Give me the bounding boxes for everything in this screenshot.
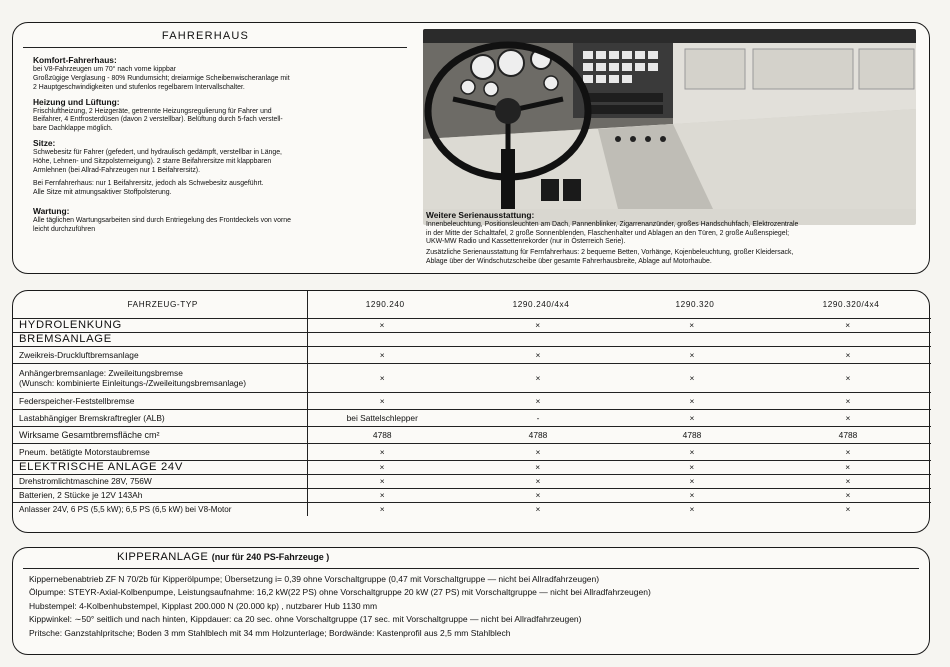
cell-value: × bbox=[619, 392, 765, 409]
row-label-line: Anhängerbremsanlage: Zweileitungsbremse bbox=[19, 367, 183, 378]
cab-heading-comfort: Komfort-Fahrerhaus: bbox=[33, 55, 117, 65]
row-label: Zweikreis-Druckluftbremsanlage bbox=[13, 346, 307, 363]
cell-value: × bbox=[619, 363, 765, 392]
cab-text-line: Bei Fernfahrerhaus: nur 1 Beifahrersitz, jedoch als Schwebesitz ausgeführt. bbox=[33, 179, 264, 187]
row-label: Drehstromlichtmaschine 28V, 756W bbox=[13, 474, 307, 488]
row-label: Wirksame Gesamtbremsfläche cm² bbox=[13, 426, 307, 443]
cell-value: 4788 bbox=[619, 426, 765, 443]
cell-value: 4788 bbox=[457, 426, 619, 443]
cab-text-line: Beifahrer, 4 Entfrosterdüsen (davon 2 verstellbar). Belüftung durch 5-fach verstell- bbox=[33, 116, 283, 124]
cab-text-line: 2 Hauptgeschwindigkeiten und stufenlos regelbarem Intervallschalter. bbox=[33, 83, 245, 91]
table-row bbox=[13, 392, 931, 409]
cell-value: × bbox=[307, 460, 457, 474]
cab-text-line: Höhe, Lehnen- und Sitzpolsterneigung). 2 starre Beifahrersitze mit klappbaren bbox=[33, 158, 272, 166]
cab-text-line: Armlehnen (bei Allrad-Fahrzeugen nur 1 Beifahrersitz). bbox=[33, 166, 200, 174]
table-row bbox=[13, 409, 931, 426]
cell-value: × bbox=[619, 474, 765, 488]
cab-right-column bbox=[426, 211, 926, 267]
cell-value: × bbox=[765, 460, 931, 474]
cab-text-line: Alle Sitze mit atmungsaktiver Stoffpolsterung. bbox=[33, 188, 172, 196]
cell-value: × bbox=[457, 392, 619, 409]
cab-text-line: Ablage über der Windschutzscheibe über gesamte Fahrerhausbreite, Ablage auf Motorhaube. bbox=[426, 257, 712, 265]
cab-text-line: Zusätzliche Serienausstattung für Fernfahrerhaus: 2 bequeme Betten, Vorhänge, Kojenbeleuchtung, großer Kleidersack, bbox=[426, 249, 794, 257]
tipper-lines bbox=[29, 573, 919, 640]
cell-value: × bbox=[765, 363, 931, 392]
tipper-subtitle: (nur für 240 PS-Fahrzeuge ) bbox=[211, 552, 330, 562]
cell-value bbox=[457, 332, 619, 346]
column-header-type: FAHRZEUG-TYP bbox=[13, 291, 307, 318]
cab-text-line: bei V8-Fahrzeugen um 70° nach vorne kippbar bbox=[33, 65, 176, 73]
cab-text-line: leicht durchzuführen bbox=[33, 225, 96, 233]
cell-value: × bbox=[619, 409, 765, 426]
cell-value: - bbox=[457, 409, 619, 426]
cell-value: × bbox=[845, 504, 851, 515]
tipper-heading bbox=[117, 551, 329, 563]
tipper-line: Hubstempel: 4-Kolbenhubstempel, Kipplast 200.000 N (20.000 kp) , nutzbarer Hub 1130 mm bbox=[29, 600, 378, 611]
cell-value: 4788 bbox=[765, 426, 931, 443]
cell-value: × bbox=[457, 318, 619, 332]
dashboard-illustration bbox=[423, 29, 916, 209]
cell-value: × bbox=[457, 488, 619, 502]
cell-value: × bbox=[457, 363, 619, 392]
tipper-title: KIPPERANLAGE bbox=[117, 551, 209, 563]
column-header: 1290.320 bbox=[619, 291, 765, 318]
tipper-line: Kippernebenabtrieb ZF N 70/2b für Kipperölpumpe; Übersetzung i= 0,39 ohne Vorschaltgruppe (0,47 mit Vorschaltgruppe — nicht bei Allradfahrzeugen) bbox=[29, 574, 600, 584]
cell-value: 4788 bbox=[307, 426, 457, 443]
cell-value: × bbox=[307, 318, 457, 332]
cab-panel bbox=[12, 22, 930, 274]
tipper-line: Pritsche: Ganzstahlpritsche; Boden 3 mm Stahlblech mit 34 mm Holzunterlage; Bordwände: Kastenprofil aus 2,5 mm Stahlblech bbox=[29, 627, 511, 638]
cab-title-rule bbox=[23, 47, 407, 48]
cab-text-line: in der Mitte der Schalttafel, 2 große Sonnenblenden, Flaschenhalter und Ablagen an den Türen, 2 große Außenspiegel; bbox=[426, 229, 790, 237]
cell-value bbox=[307, 332, 457, 346]
cell-value: × bbox=[535, 504, 541, 515]
cab-text-line: Alle täglichen Wartungsarbeiten sind durch Entriegelung des Frontdeckels von vorne bbox=[33, 216, 291, 224]
cell-value: × bbox=[619, 346, 765, 363]
table-row-section bbox=[13, 318, 931, 332]
cab-heading-heating: Heizung und Lüftung: bbox=[33, 96, 120, 107]
row-label: ELEKTRISCHE ANLAGE 24V bbox=[13, 460, 307, 474]
cab-text-line: Innenbeleuchtung, Positionsleuchten am Dach, Pannenblinker, Zigarrenanzünder, großes Handschuhfach, Elektrozentrale bbox=[426, 220, 799, 228]
cell-value: × bbox=[457, 443, 619, 460]
cell-value: × bbox=[379, 504, 385, 515]
row-label: Lastabhängiger Bremskraftregler (ALB) bbox=[13, 409, 307, 426]
cell-value: × bbox=[307, 363, 457, 392]
table-row-section bbox=[13, 460, 931, 474]
cell-value: × bbox=[619, 460, 765, 474]
row-label: Anlasser 24V, 6 PS (5,5 kW); 6,5 PS (6,5 kW) bei V8-Motor bbox=[13, 502, 307, 516]
cell-value: × bbox=[765, 318, 931, 332]
column-header: 1290.240 bbox=[307, 291, 457, 318]
cell-value: × bbox=[619, 318, 765, 332]
cab-interior-photo bbox=[423, 29, 916, 225]
tipper-line: Ölpumpe: STEYR-Axial-Kolbenpumpe, Leistungsaufnahme: 16,2 kW(22 PS) ohne Vorschaltgruppe 20 kW (27 PS) mit Vorschaltgruppe — nicht bei Allradfahrzeugen) bbox=[29, 587, 651, 598]
table-row bbox=[13, 488, 931, 502]
cab-heading-seats: Sitze: bbox=[33, 138, 56, 149]
cab-heading-maintenance: Wartung: bbox=[33, 205, 70, 216]
cell-value bbox=[619, 332, 765, 346]
row-label: Federspeicher-Feststellbremse bbox=[13, 392, 307, 409]
cell-value: × bbox=[765, 346, 931, 363]
cell-value: × bbox=[307, 474, 457, 488]
tipper-line: Kippwinkel: ∼50° seitlich und nach hinten, Kippdauer: ca 20 sec. ohne Vorschaltgruppe (17 sec. mit Vorschaltgruppe — nicht bei Allradfahrzeugen) bbox=[29, 614, 582, 625]
cell-value: × bbox=[619, 488, 765, 502]
row-label: HYDROLENKUNG bbox=[13, 318, 307, 332]
table-row bbox=[13, 426, 931, 443]
cell-value: × bbox=[307, 443, 457, 460]
cell-value: × bbox=[765, 409, 931, 426]
table-row bbox=[13, 363, 931, 392]
table-row bbox=[13, 474, 931, 488]
cab-text-line: Frischluftheizung, 2 Heizgeräte, getrennte Heizungsregulierung für Fahrer und bbox=[33, 107, 272, 115]
row-label: BREMSANLAGE bbox=[13, 332, 307, 346]
row-label bbox=[13, 363, 307, 392]
cell-value: bei Sattelschlepper bbox=[307, 409, 457, 426]
cell-value bbox=[765, 332, 931, 346]
cab-left-column bbox=[33, 51, 393, 234]
table-row bbox=[13, 346, 931, 363]
row-label: Batterien, 2 Stücke je 12V 143Ah bbox=[13, 488, 307, 502]
tipper-panel bbox=[12, 547, 930, 655]
spec-table-panel bbox=[12, 290, 930, 533]
cab-text-line: UKW-MW Radio und Kassettenrekorder (nur in Österreich Serie). bbox=[426, 238, 626, 246]
cell-value: × bbox=[765, 443, 931, 460]
cell-value: × bbox=[619, 443, 765, 460]
spec-table-header bbox=[13, 291, 931, 318]
cab-text-line: Schwebesitz für Fahrer (gefedert, und hydraulisch gedämpft, verstellbar in Länge, bbox=[33, 149, 282, 157]
cell-value: × bbox=[457, 346, 619, 363]
table-row bbox=[13, 443, 931, 460]
table-row-section bbox=[13, 332, 931, 346]
cab-text-line: bare Dachklappe möglich. bbox=[33, 125, 113, 133]
cell-value: × bbox=[307, 392, 457, 409]
cell-value: × bbox=[307, 346, 457, 363]
cell-value: × bbox=[765, 488, 931, 502]
spec-table bbox=[13, 291, 931, 516]
cell-value: × bbox=[689, 504, 695, 515]
table-row bbox=[13, 502, 931, 516]
cab-heading-equipment: Weitere Serienausstattung: bbox=[426, 210, 535, 220]
column-header: 1290.320/4x4 bbox=[765, 291, 931, 318]
cell-value: × bbox=[765, 474, 931, 488]
tipper-heading-rule bbox=[23, 568, 919, 569]
cell-value: × bbox=[457, 460, 619, 474]
cell-value: × bbox=[307, 488, 457, 502]
column-header: 1290.240/4x4 bbox=[457, 291, 619, 318]
cell-value: × bbox=[457, 474, 619, 488]
cab-title: FAHRERHAUS bbox=[161, 30, 250, 42]
row-label-line: (Wunsch: kombinierte Einleitungs-/Zweileitungsbremsanlage) bbox=[19, 377, 247, 388]
cell-value: × bbox=[765, 392, 931, 409]
cab-text-line: Großzügige Verglasung - 80% Rundumsicht; dreiarmige Scheibenwischeranlage mit bbox=[33, 74, 290, 82]
row-label: Pneum. betätigte Motorstaubremse bbox=[13, 443, 307, 460]
